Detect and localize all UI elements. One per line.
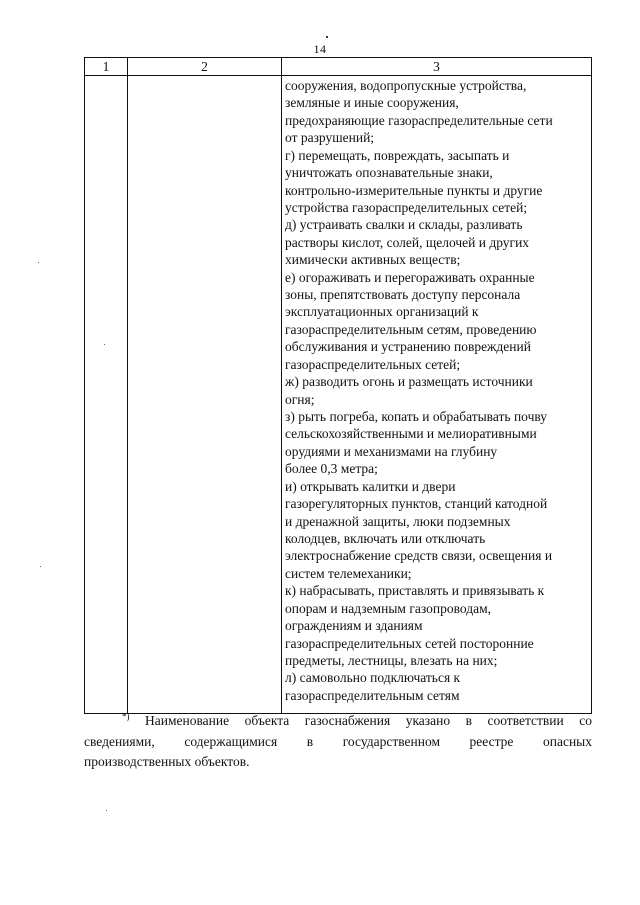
text-line: к) набрасывать, приставлять и привязывать к [285, 583, 545, 599]
cell-column-2 [128, 76, 282, 714]
scan-speck [40, 566, 41, 567]
text-line: электроснабжение средств связи, освещения и [285, 548, 553, 564]
text-line: л) самовольно подключаться к [285, 670, 461, 686]
text-line: ограждениям и зданиям [285, 618, 423, 634]
text-line: эксплуатационных организаций к [285, 304, 479, 320]
text-line: и дренажной защиты, люки подземных [285, 513, 511, 529]
text-line: газорегуляторных пунктов, станций катодной [285, 496, 548, 512]
text-line: ж) разводить огонь и размещать источники [285, 374, 533, 390]
text-line: контрольно-измерительные пункты и другие [285, 182, 543, 198]
scan-mark [326, 36, 328, 38]
column-header-1: 1 [85, 58, 128, 76]
text-line: предметы, лестницы, влезать на них; [285, 652, 498, 668]
footnote-line-1 [84, 711, 592, 732]
text-line: д) устраивать свалки и склады, разливать [285, 217, 523, 233]
text-line: обслуживания и устранению повреждений [285, 339, 531, 355]
text-line: орудиями и механизмами на глубину [285, 443, 498, 459]
regulation-table [84, 57, 592, 714]
text-line: более 0,3 метра; [285, 461, 378, 477]
text-line: зоны, препятствовать доступу персонала [285, 287, 521, 303]
text-line: газораспределительным сетям [285, 687, 460, 703]
text-line: систем телемеханики; [285, 565, 412, 581]
footnote-line-3: производственных объектов. [84, 754, 250, 769]
text-line: растворы кислот, солей, щелочей и других [285, 234, 530, 250]
footnote-marker: *) [122, 711, 130, 722]
text-line: от разрушений; [285, 130, 375, 146]
column-header-3: 3 [282, 58, 592, 76]
text-line: е) огораживать и перегораживать охранные [285, 269, 535, 285]
text-line: опорам и надземным газопроводам, [285, 600, 491, 616]
table-row [85, 76, 592, 714]
footnote [84, 711, 592, 773]
text-line: з) рыть погреба, копать и обрабатывать почву [285, 409, 548, 425]
prohibitions-text [282, 76, 591, 704]
text-line: газораспределительных сетей посторонние [285, 635, 534, 651]
text-line: сооружения, водопропускные устройства, [285, 78, 527, 93]
scan-speck [38, 262, 39, 263]
text-line: огня; [285, 391, 315, 407]
footnote-line-2: сведениями, содержащимися в государственном реестре опасных [84, 733, 592, 749]
cell-column-1 [85, 76, 128, 714]
text-line: устройства газораспределительных сетей; [285, 199, 528, 215]
text-line: химически активных веществ; [285, 252, 461, 268]
table-header-row [85, 58, 592, 76]
text-line: газораспределительных сетей; [285, 356, 461, 372]
scan-speck [106, 810, 107, 811]
text-line: газораспределительным сетям, проведению [285, 321, 537, 337]
text-line: уничтожать опознавательные знаки, [285, 165, 493, 181]
page-number: 14 [313, 42, 327, 56]
text-line: предохраняющие газораспределительные сети [285, 112, 553, 128]
scan-speck [104, 344, 105, 345]
text-line: земляные и иные сооружения, [285, 95, 459, 111]
text-line: колодцев, включать или отключать [285, 530, 486, 546]
cell-column-3 [282, 76, 592, 714]
text-line: и) открывать калитки и двери [285, 478, 456, 494]
text-line: сельскохозяйственными и мелиоративными [285, 426, 537, 442]
column-header-2: 2 [128, 58, 282, 76]
text-line: г) перемещать, повреждать, засыпать и [285, 147, 510, 163]
footnote-text-1: Наименование объекта газоснабжения указано в соответствии со [145, 713, 592, 728]
